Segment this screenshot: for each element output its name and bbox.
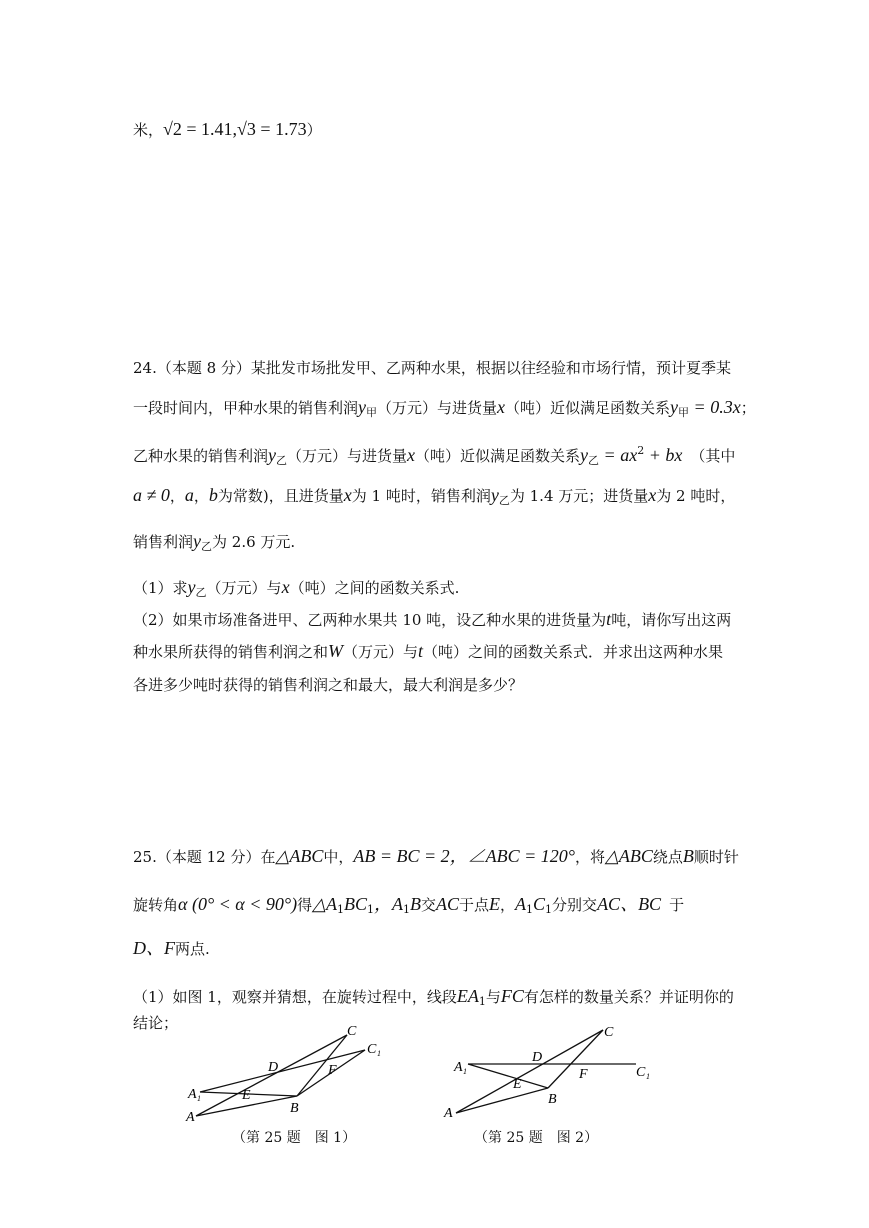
q24-line-1 [133,357,731,379]
text: 于 [669,896,685,914]
text: 销售利润 [133,533,194,551]
point-e: E [489,894,501,914]
text: 为 1 吨时，销售利润 [351,487,491,505]
sub-1: 1 [478,995,486,1008]
points-d-f: D、F [133,938,175,958]
q25-line-3 [133,937,210,960]
fig1-label-e: E [242,1088,251,1103]
text: 于点 [459,896,490,914]
var-x: x [497,397,506,417]
text: 种水果所获得的销售利润之和 [133,643,329,661]
text: 中， [323,848,354,866]
text: 结论； [133,1014,179,1032]
fig2-label-c: C [604,1025,614,1040]
var-x: x [407,445,416,465]
fig1-seg-ca [196,1035,347,1116]
text: （吨）之间的函数关系式. [289,579,460,597]
segment-ea1: EA [456,986,479,1006]
var-y: y [187,577,196,597]
figure-2 [438,1022,663,1128]
fig1-label-b: B [290,1101,299,1116]
triangle-a1bc1: △A [312,894,337,914]
fig2-label-b: B [548,1092,557,1107]
fig2-label-a: A [444,1106,453,1121]
text: （2）如果市场准备进甲、乙两种水果共 10 吨，设乙种水果的进货量为 [133,611,607,629]
fig1-label-f: F [328,1063,337,1078]
var-x: x [343,485,352,505]
figure-2-caption: （第 25 题 图 2） [474,1130,599,1146]
text: ， [169,487,185,505]
segment-a1b: ，A [373,894,403,914]
text: 旋转角 [133,896,179,914]
text: （吨）近似满足函数关系 [415,447,581,465]
var-y: y [490,485,499,505]
text: ，将 [574,848,605,866]
var-t: t [418,641,424,661]
text: 吨，请你写出这两 [611,611,732,629]
fig2-label-a1-sub: 1 [463,1067,467,1076]
fig2-label-e: E [513,1077,522,1092]
q24-line-2 [133,396,756,424]
sub-1: 1 [402,903,410,916]
fig2-label-a1: A [454,1060,463,1075]
text: 一段时间内，甲种水果的销售利润 [133,399,359,417]
sub-1: 1 [336,903,344,916]
text: ， [193,487,209,505]
fig1-label-c1-sub: 1 [377,1049,381,1058]
fig2-seg-bc [548,1030,603,1088]
sub-yi: 乙 [276,454,288,467]
text: 两点. [175,940,210,958]
text: 为 2 吨时， [656,487,736,505]
text: （万元）与进货量 [377,399,498,417]
top-line-suffix: ） [306,121,322,139]
sub-jia: 甲 [678,406,690,419]
text: 为 1.4 万元；进货量 [509,487,649,505]
text: （其中 [690,447,736,465]
var-a: a [184,485,194,505]
fig1-seg-c1a1 [200,1050,365,1092]
top-line [133,118,322,141]
angle-alpha: α (0° < α < 90°) [178,894,298,914]
q24-part-2-end [133,674,523,696]
q24-line-4 [133,484,735,512]
text: 25.（本题 12 分）在 [133,848,276,866]
var-y: y [670,397,679,417]
triangle-a1bc1: BC [343,894,367,914]
text: 乙种水果的销售利润 [133,447,269,465]
text: （吨）之间的函数关系式．并求出这两种水果 [423,643,724,661]
text: 为 2.6 万元. [212,533,296,551]
fig2-label-d: D [532,1050,543,1065]
var-b: b [208,485,218,505]
q25-line-2 [133,893,684,921]
fig2-label-c1-sub: 1 [646,1072,650,1081]
q24-part-1 [133,576,459,604]
text: （1）如图 1，观察并猜想，在旋转过程中，线段 [133,988,457,1006]
fig1-label-a1-sub: 1 [197,1094,201,1103]
sqrt-values: √2 = 1.41,√3 = 1.73 [163,119,307,139]
segment-fc: FC [500,986,524,1006]
fig1-label-c1: C [367,1042,377,1057]
text: 有怎样的数量关系？并证明你的 [523,988,734,1006]
text: 各进多少吨时获得的销售利润之和最大，最大利润是多少？ [133,676,524,694]
fig2-seg-ab [456,1088,548,1113]
triangle-abc: △ABC [275,846,324,866]
var-x: x [648,485,657,505]
sub-yi: 乙 [201,540,213,553]
fig1-label-a: A [186,1110,195,1125]
text: 交 [420,896,436,914]
q24-line-5 [133,530,295,558]
figure-1-caption: （第 25 题 图 1） [232,1130,357,1146]
segment-a1c1: A [515,894,527,914]
sub-1: 1 [526,903,534,916]
q24-line-3 [133,440,735,472]
text: ； [740,399,756,417]
sub-jia: 甲 [366,406,378,419]
text: 与 [485,988,501,1006]
var-x: x [281,577,290,597]
var-y: y [268,445,277,465]
q24-part-2 [133,608,731,631]
var-t: t [606,609,612,629]
var-w: W [328,641,344,661]
fig2-label-c1: C [636,1065,646,1080]
top-line-prefix: 米， [133,121,164,139]
var-y: y [580,445,589,465]
sub-yi: 乙 [588,454,600,467]
text: ， [500,896,516,914]
segments-ac-bc: AC、BC [597,894,662,914]
segment-a1c1: C [533,894,546,914]
point-b: B [682,846,694,866]
text: 分别交 [552,896,598,914]
text: （万元）与 [343,643,419,661]
figure-1 [180,1025,390,1130]
text: 顺时针 [693,848,739,866]
q24-intro: 24.（本题 8 分）某批发市场批发甲、乙两种水果，根据以往经验和市场行情，预计夏季某 [133,359,731,377]
q24-part-2-cont [133,640,723,663]
formula-yi-2: + bx [644,445,683,465]
q25-line-1 [133,845,739,868]
condition: a ≠ 0 [133,485,170,505]
segment-ac: AC [435,894,459,914]
fig1-label-a1: A [188,1087,197,1102]
exponent: 2 [637,444,645,457]
text: （1）求 [133,579,188,597]
triangle-abc: △ABC [604,846,653,866]
text: 得 [297,896,313,914]
sub-1: 1 [366,903,374,916]
fig1-label-d: D [268,1060,279,1075]
var-y: y [358,397,367,417]
var-y: y [193,531,202,551]
fig2-label-f: F [579,1067,588,1082]
sub-yi: 乙 [195,586,207,599]
fig1-label-c: C [347,1025,357,1039]
q25-part-1 [133,985,734,1013]
sub-1: 1 [545,903,553,916]
text: 为常数)，且进货量 [217,487,344,505]
formula-jia: = 0.3x [689,397,741,417]
q25-part-1-end [133,1012,178,1034]
text: （吨）近似满足函数关系 [505,399,671,417]
text: （万元）与进货量 [287,447,408,465]
text: 绕点 [652,848,683,866]
formula-yi: = ax [599,445,638,465]
segment-a1b: B [409,894,421,914]
given-conditions: AB = BC = 2，∠ABC = 120° [353,846,575,866]
sub-yi: 乙 [498,494,510,507]
text: （万元）与 [206,579,282,597]
